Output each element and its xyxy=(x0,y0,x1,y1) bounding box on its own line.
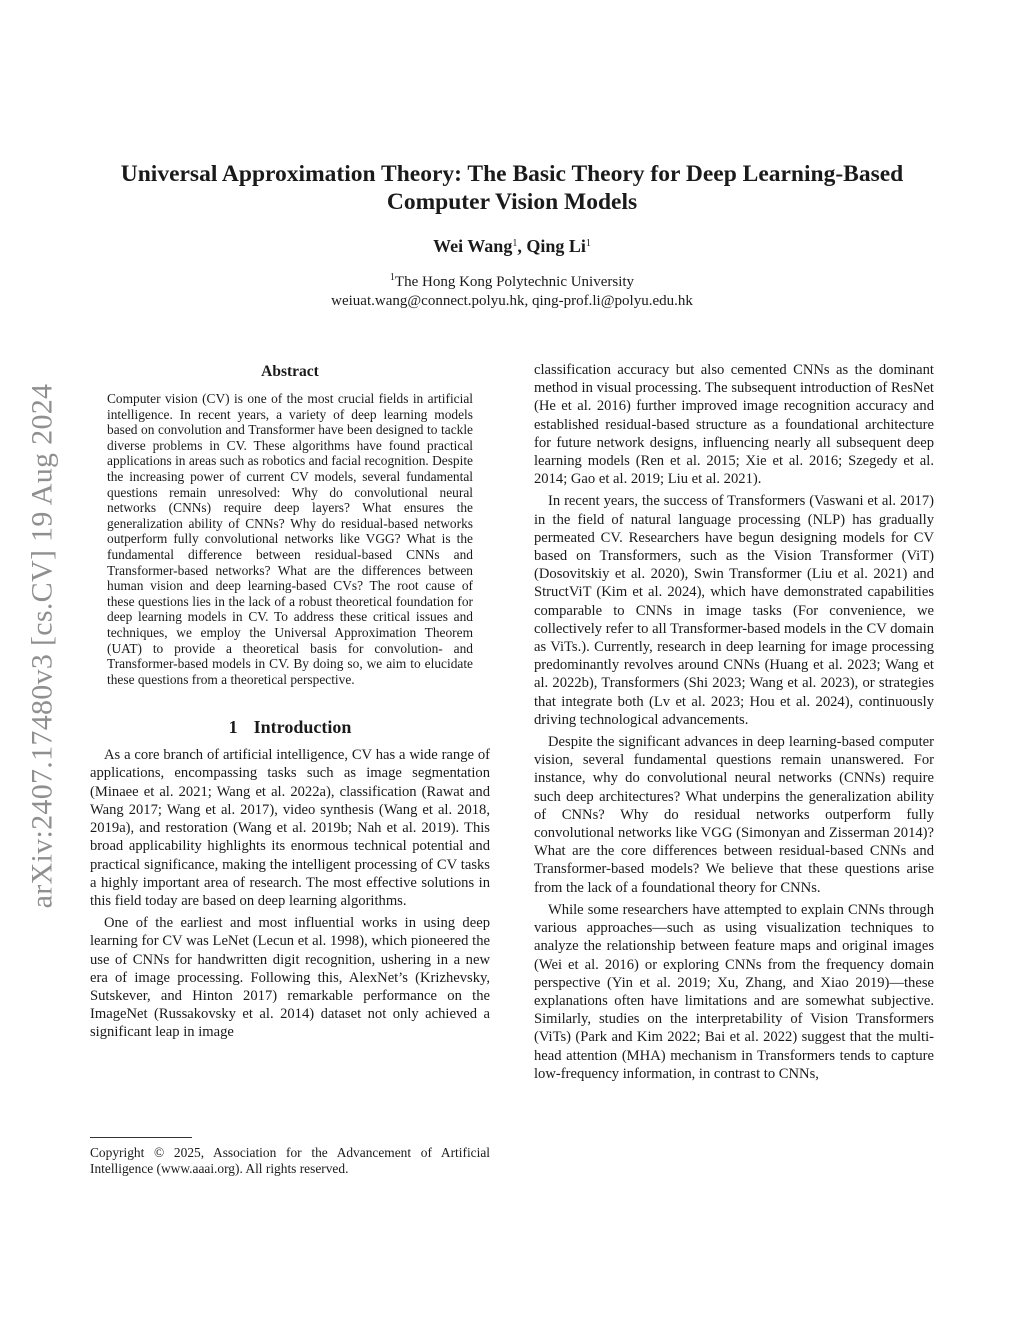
section-number: 1 xyxy=(228,717,238,738)
affiliation-line xyxy=(90,268,934,292)
paper-title: Universal Approximation Theory: The Basic Theory for Deep Learning-Based Computer Vision Models xyxy=(120,161,904,215)
paragraph: One of the earliest and most influential works in using deep learning for CV was LeNet (Lecun et al. 1998), which pioneered the use of CNNs for handwritten digit recognition, ushering in a new era of image processing. Following this, AlexNet’s (Krizhevsky, Sutskever, and Hinton 2017) remarkable performance on the ImageNet (Russakovsky et al. 2014) dataset not only achieved a significant leap in image xyxy=(90,915,490,1041)
affiliation-mark: 1 xyxy=(389,272,395,283)
paragraph: As a core branch of artificial intelligence, CV has a wide range of applications, encompassing tasks such as image segmentation (Minaee et al. 2021; Wang et al. 2022a), classification (Rawat and Wang 2017; Wang et al. 2017), video synthesis (Wang et al. 2018, 2019a), and restoration (Wang et al. 2019b; Nah et al. 2019). This broad applicability highlights its enormous technical potential and practical significance, making the intelligent processing of CV tasks a highly important area of research. The most effective solutions in this field today are based on deep learning algorithms. xyxy=(90,747,490,909)
paragraph: In recent years, the success of Transformers (Vaswani et al. 2017) in the field of natural language processing (NLP) has gradually permeated CV. Researchers have begun designing models for CV based on Transformers, such as the Vision Transformer (ViT) (Dosovitskiy et al. 2020), Swin Transformer (Liu et al. 2021) and StructViT (Kim et al. 2024), which have demonstrated capabilities comparable to CNNs in image tasks (For convenience, we collectively refer to all Transformer-based models in the CV domain as ViTs.). Currently, research in deep learning for image processing predominantly revolves around CNNs (Huang et al. 2023; Wang et al. 2022b), Transformers (Shi 2023; Wang et al. 2023), or strategies that integrate both (Lv et al. 2023; Hou et al. 2024), continuously driving technological advancements. xyxy=(534,493,934,728)
paragraph: Despite the significant advances in deep learning-based computer vision, several fundamental questions remain unanswered. For instance, why do convolutional neural networks (CNNs) require such deep architectures? What underpins the generalization ability of CNNs? Why do residual networks outperform fully convolutional networks like VGG (Simonyan and Zisserman 2014)? What are the core differences between residual-based CNNs and Transformer-based models? We believe that these questions arise from the lack of a foundational theory for CNNs. xyxy=(534,734,934,896)
author-name: Wei Wang xyxy=(433,236,513,256)
paragraph: classification accuracy but also cemented CNNs as the dominant method in visual processing. The subsequent introduction of ResNet (He et al. 2016) further improved image recognition accuracy and established residual-based structure as a foundational architecture for future network designs, influencing nearly all subsequent deep learning models (Ren et al. 2015; Xie et al. 2016; Szegedy et al. 2014; Gao et al. 2019; Liu et al. 2021). xyxy=(534,362,934,488)
arxiv-stamp-text: arXiv:2407.17480v3 [cs.CV] 19 Aug 2024 xyxy=(25,383,59,908)
affiliation-block xyxy=(90,268,934,311)
section-title: Introduction xyxy=(253,717,352,738)
right-column xyxy=(534,361,934,1087)
author-list xyxy=(90,236,934,257)
affiliation-name: The Hong Kong Polytechnic University xyxy=(394,274,635,290)
paragraph: While some researchers have attempted to explain CNNs through various approaches—such as using visualization techniques to analyze the relationship between feature maps and original images (Wei et al. 2016) or exploring CNNs from the frequency domain perspective (Yin et al. 2019; Xu, Zhang, and Xiao 2019)—these explanations often have limitations and are somewhat subjective. Similarly, studies on the interpretability of Vision Transformers (ViTs) (Park and Kim 2022; Bai et al. 2022) suggest that the multi-head attention (MHA) mechanism in Transformers tends to capture low-frequency information, in contrast to CNNs, xyxy=(534,901,934,1082)
author-affil-mark: 1 xyxy=(585,238,591,249)
copyright-footnote: Copyright © 2025, Association for the Advancement of Artificial Intelligence (www.aaai.org). All rights reserved. xyxy=(90,1145,490,1176)
abstract-heading: Abstract xyxy=(261,363,319,380)
section-heading xyxy=(90,717,490,738)
author-separator: , xyxy=(517,236,527,256)
abstract-text: Computer vision (CV) is one of the most crucial fields in artificial intelligence. In recent years, a variety of deep learning models based on convolution and Transformer have been designed to tackle diverse problems in CV. These algorithms have found practical applications in areas such as robotics and facial recognition. Despite the increasing power of current CV models, several fundamental questions remain unresolved: Why do convolutional neural networks (CNNs) require deep layers? What ensures the generalization ability of CNNs? Why do residual-based networks outperform fully convolutional networks like VGG? What is the fundamental difference between residual-based CNNs and Transformer-based networks? What are the differences between human vision and deep learning-based CVs? The root cause of these questions lies in the lack of a robust theoretical foundation for deep learning models in CV. To address these critical issues and techniques, we employ the Universal Approximation Theorem (UAT) to provide a theoretical basis for convolution- and Transformer-based models in CV. By doing so, we aim to elucidate these questions from a theoretical perspective. xyxy=(107,391,473,687)
author-name: Qing Li xyxy=(526,236,586,256)
author-affil-mark: 1 xyxy=(512,238,518,249)
arxiv-stamp xyxy=(22,347,62,944)
author-emails: weiuat.wang@connect.polyu.hk, qing-prof.li@polyu.edu.hk xyxy=(331,293,693,309)
left-column xyxy=(90,363,490,1046)
footnote-rule xyxy=(90,1137,192,1138)
